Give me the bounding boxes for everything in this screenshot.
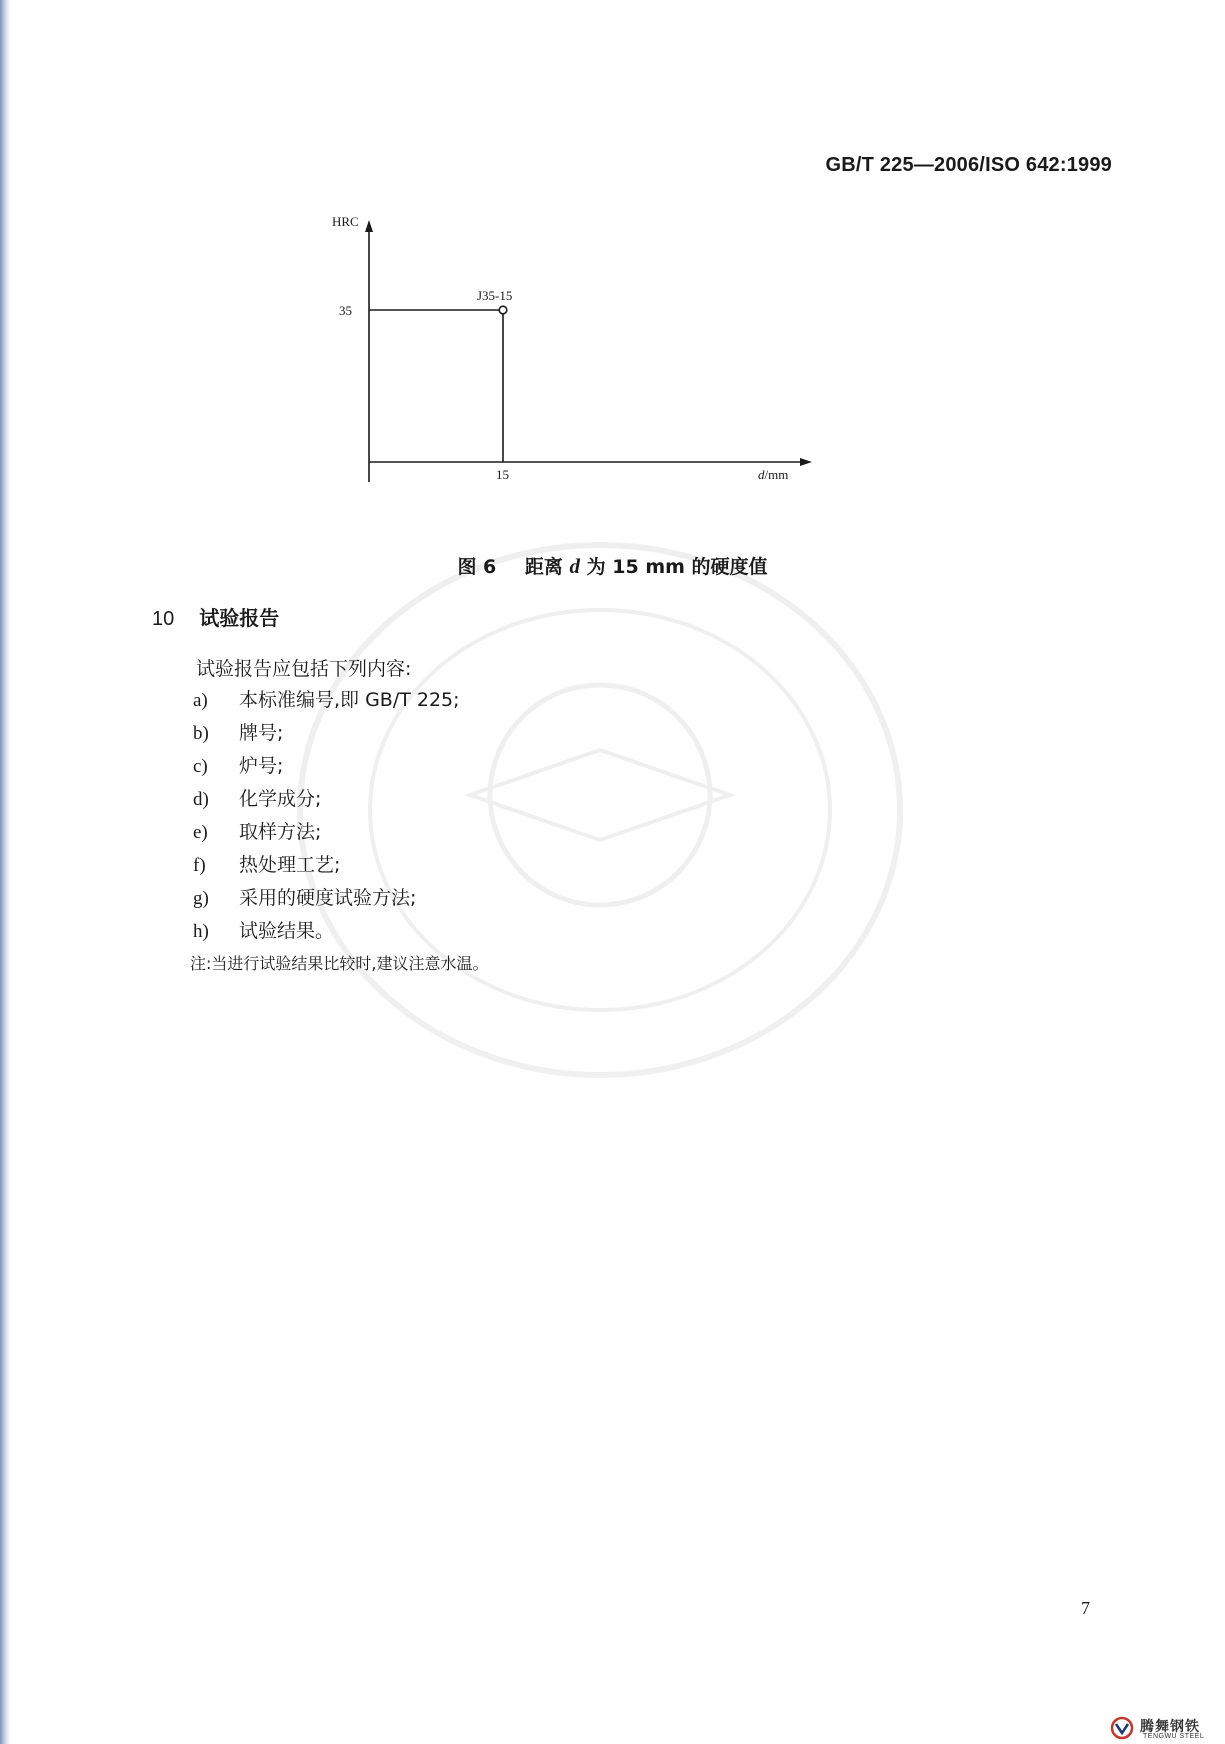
list-item	[193, 849, 460, 882]
x-tick-label: 15	[496, 467, 509, 482]
list-item	[193, 915, 460, 948]
section-intro: 试验报告应包括下列内容:	[196, 658, 412, 680]
brand-logo	[1110, 1712, 1225, 1744]
section-heading	[152, 602, 279, 631]
item-text: 炉号;	[239, 755, 284, 777]
item-text: 本标准编号,即 GB/T 225;	[239, 689, 460, 711]
item-marker: a)	[193, 690, 208, 711]
item-marker: d)	[193, 789, 209, 810]
data-point-marker	[499, 306, 507, 314]
section-title: 试验报告	[199, 606, 280, 630]
item-text: 取样方法;	[239, 821, 322, 843]
item-marker: c)	[193, 756, 208, 777]
x-axis-label: d/mm	[758, 467, 789, 482]
item-text: 试验结果。	[239, 920, 335, 942]
item-text: 采用的硬度试验方法;	[239, 887, 417, 909]
page-number: 7	[1081, 1598, 1090, 1618]
y-tick-label: 35	[339, 303, 352, 318]
item-text: 牌号;	[239, 722, 284, 744]
note-text: 注:当进行试验结果比较时,建议注意水温。	[190, 954, 489, 973]
hardness-chart	[332, 214, 820, 500]
item-marker: f)	[193, 855, 206, 876]
list-item	[193, 717, 460, 750]
logo-name-cn: 腾舞钢铁	[1140, 1719, 1200, 1735]
x-axis-arrow	[800, 458, 812, 466]
standard-number: GB/T 225—2006/ISO 642:1999	[825, 154, 1112, 176]
figure-number: 图 6	[457, 556, 497, 578]
list-item	[193, 783, 460, 816]
item-text: 热处理工艺;	[239, 854, 341, 876]
scan-edge	[0, 0, 10, 1744]
caption-text-pre: 距离	[524, 556, 563, 578]
y-axis-label: HRC	[332, 214, 359, 229]
item-marker: b)	[193, 723, 209, 744]
data-point-label: J35-15	[477, 288, 513, 303]
list-item	[193, 750, 460, 783]
item-marker: h)	[193, 921, 209, 942]
y-axis-arrow	[365, 220, 373, 232]
logo-name-en: TENGWU STEEL	[1143, 1733, 1205, 1740]
caption-text-post: 为 15 mm 的硬度值	[586, 556, 768, 578]
list-item	[193, 816, 460, 849]
report-items-list	[193, 684, 460, 948]
item-marker: e)	[193, 822, 208, 843]
section-number: 10	[152, 608, 175, 630]
tengwu-logo-icon	[1110, 1716, 1134, 1740]
item-text: 化学成分;	[239, 788, 322, 810]
item-marker: g)	[193, 888, 209, 909]
figure-caption	[0, 552, 1225, 579]
list-item	[193, 684, 460, 717]
caption-variable: d	[569, 554, 581, 578]
list-item	[193, 882, 460, 915]
